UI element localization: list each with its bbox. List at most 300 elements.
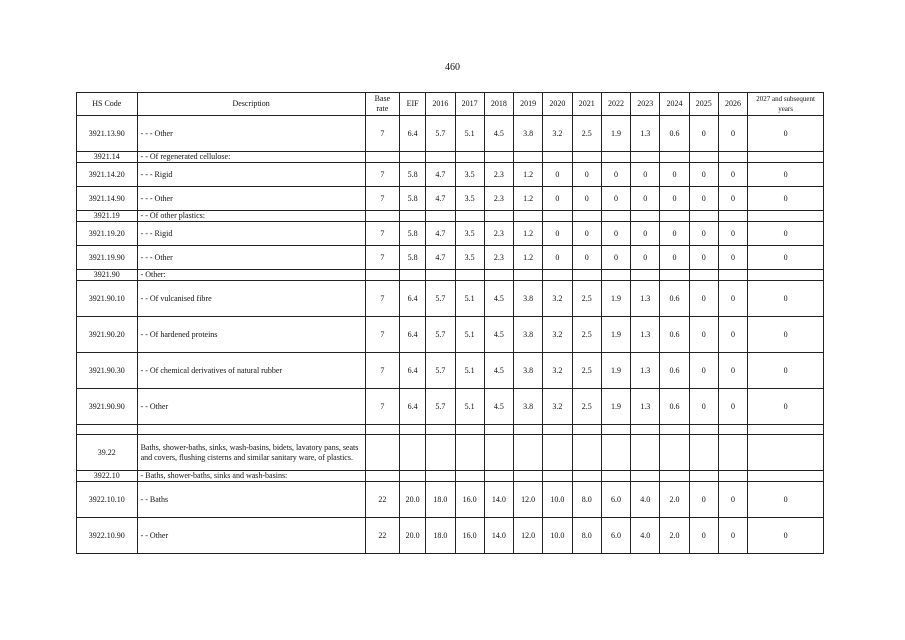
rate-cell [748,435,824,471]
rate-cell: 0 [748,222,824,246]
rate-cell: 0 [572,222,601,246]
rate-cell [455,270,484,281]
rate-cell: 3.2 [543,281,572,317]
rate-cell: 0 [718,163,747,187]
rate-cell: 7 [365,116,399,152]
rate-cell: 4.7 [426,246,455,270]
rate-cell: 0.6 [660,317,689,353]
rate-cell: 3.2 [543,116,572,152]
rate-cell: 1.2 [514,246,543,270]
rate-cell: 5.1 [455,389,484,425]
rate-cell: 7 [365,246,399,270]
rate-cell [572,435,601,471]
rate-cell: 8.0 [572,482,601,518]
rate-cell: 4.5 [484,281,513,317]
rate-cell [543,425,572,435]
rate-cell [426,152,455,163]
rate-cell: 0 [718,518,747,554]
rate-cell: 2.3 [484,163,513,187]
rate-cell: 0 [718,389,747,425]
rate-cell: 0 [689,281,718,317]
rate-cell: 0.6 [660,353,689,389]
rate-cell: 0 [660,187,689,211]
rate-cell: 4.7 [426,222,455,246]
rate-cell: 1.9 [601,281,630,317]
rate-cell: 0 [748,116,824,152]
hs-code-cell [77,425,138,435]
rate-cell: 3.8 [514,317,543,353]
column-header: Base rate [365,93,399,116]
rate-cell: 0 [689,389,718,425]
column-header: 2021 [572,93,601,116]
rate-cell [543,435,572,471]
description-cell: - - - Other [137,116,365,152]
rate-cell: 6.4 [400,116,426,152]
hs-code-cell: 3921.90 [77,270,138,281]
rate-cell [689,435,718,471]
rate-cell [689,152,718,163]
rate-cell [426,270,455,281]
rate-cell: 1.2 [514,222,543,246]
rate-cell: 3.2 [543,317,572,353]
page-number: 460 [445,62,460,73]
rate-cell: 1.9 [601,353,630,389]
table-row [77,353,824,389]
rate-cell: 8.0 [572,518,601,554]
description-cell: - - - Rigid [137,163,365,187]
rate-cell: 5.8 [400,246,426,270]
rate-cell [400,435,426,471]
rate-cell: 0 [718,317,747,353]
rate-cell [748,152,824,163]
rate-cell [660,435,689,471]
rate-cell: 5.7 [426,317,455,353]
description-cell: - - Baths [137,482,365,518]
rate-cell: 16.0 [455,482,484,518]
column-header: 2022 [601,93,630,116]
column-header: HS Code [77,93,138,116]
rate-cell: 2.3 [484,222,513,246]
rate-cell: 0 [748,518,824,554]
rate-cell: 0 [718,246,747,270]
rate-cell [748,425,824,435]
rate-cell: 4.0 [631,482,660,518]
rate-cell [365,471,399,482]
rate-cell: 0 [689,222,718,246]
rate-cell: 0 [718,482,747,518]
table-row [77,425,824,435]
rate-cell: 0 [748,353,824,389]
rate-cell: 0 [689,246,718,270]
rate-cell: 14.0 [484,518,513,554]
column-header: 2016 [426,93,455,116]
rate-cell [689,471,718,482]
rate-cell [631,152,660,163]
rate-cell: 5.8 [400,222,426,246]
tariff-table [76,92,824,554]
rate-cell: 1.3 [631,281,660,317]
rate-cell: 0 [660,163,689,187]
rate-cell: 3.8 [514,281,543,317]
rate-cell: 2.0 [660,482,689,518]
hs-code-cell: 3921.90.20 [77,317,138,353]
rate-cell: 3.5 [455,187,484,211]
rate-cell: 0 [748,281,824,317]
rate-cell: 0 [689,116,718,152]
rate-cell [365,211,399,222]
rate-cell: 20.0 [400,482,426,518]
rate-cell [631,471,660,482]
rate-cell: 0 [601,163,630,187]
rate-cell: 10.0 [543,518,572,554]
rate-cell: 5.8 [400,163,426,187]
rate-cell: 0 [572,163,601,187]
rate-cell: 2.5 [572,317,601,353]
rate-cell [455,152,484,163]
rate-cell: 5.1 [455,353,484,389]
rate-cell: 0 [718,353,747,389]
description-cell: - - Of regenerated cellulose: [137,152,365,163]
column-header: 2024 [660,93,689,116]
rate-cell [689,211,718,222]
rate-cell: 10.0 [543,482,572,518]
rate-cell [426,425,455,435]
hs-code-cell: 3921.14.20 [77,163,138,187]
rate-cell: 0 [543,222,572,246]
rate-cell [601,211,630,222]
rate-cell [426,435,455,471]
rate-cell: 5.1 [455,116,484,152]
description-cell: - - Of other plastics: [137,211,365,222]
rate-cell: 2.0 [660,518,689,554]
description-cell: - - Of hardened proteins [137,317,365,353]
rate-cell: 0 [631,187,660,211]
rate-cell [660,211,689,222]
rate-cell: 1.9 [601,317,630,353]
header-row [77,93,824,116]
column-header: EIF [400,93,426,116]
rate-cell: 0 [572,187,601,211]
rate-cell: 1.2 [514,187,543,211]
rate-cell: 7 [365,353,399,389]
table-row [77,246,824,270]
rate-cell: 4.7 [426,163,455,187]
rate-cell [660,471,689,482]
rate-cell: 3.5 [455,222,484,246]
rate-cell [631,211,660,222]
rate-cell: 0 [689,187,718,211]
rate-cell: 0 [718,187,747,211]
table-row [77,317,824,353]
rate-cell [400,152,426,163]
rate-cell [365,435,399,471]
rate-cell [484,425,513,435]
rate-cell [484,435,513,471]
rate-cell [455,471,484,482]
rate-cell [601,152,630,163]
column-header: 2023 [631,93,660,116]
description-cell: - - - Rigid [137,222,365,246]
table-row [77,211,824,222]
rate-cell [400,425,426,435]
rate-cell: 0 [748,482,824,518]
rate-cell [365,152,399,163]
rate-cell: 4.5 [484,116,513,152]
rate-cell: 7 [365,187,399,211]
rate-cell: 18.0 [426,482,455,518]
rate-cell: 5.7 [426,389,455,425]
rate-cell: 3.8 [514,116,543,152]
description-cell: - - - Other [137,246,365,270]
rate-cell [514,211,543,222]
rate-cell: 0 [631,246,660,270]
hs-code-cell: 3921.14 [77,152,138,163]
column-header: 2025 [689,93,718,116]
rate-cell [543,270,572,281]
rate-cell [631,425,660,435]
table-body [77,116,824,554]
rate-cell [631,270,660,281]
table-row [77,435,824,471]
rate-cell: 0 [631,163,660,187]
hs-code-cell: 3921.90.90 [77,389,138,425]
rate-cell [572,270,601,281]
rate-cell [455,425,484,435]
rate-cell [718,471,747,482]
rate-cell [601,270,630,281]
rate-cell: 1.3 [631,389,660,425]
rate-cell [484,270,513,281]
rate-cell [660,152,689,163]
rate-cell [455,211,484,222]
rate-cell [543,471,572,482]
hs-code-cell: 3921.19.90 [77,246,138,270]
column-header: 2027 and subsequent years [748,93,824,116]
table-row [77,163,824,187]
rate-cell: 6.4 [400,353,426,389]
rate-cell: 6.4 [400,317,426,353]
rate-cell: 0 [601,246,630,270]
rate-cell: 5.7 [426,116,455,152]
rate-cell: 2.5 [572,281,601,317]
rate-cell [718,152,747,163]
rate-cell: 12.0 [514,482,543,518]
rate-cell [572,152,601,163]
description-cell: - - Of vulcanised fibre [137,281,365,317]
table-row [77,222,824,246]
rate-cell [484,211,513,222]
rate-cell [660,270,689,281]
rate-cell [689,425,718,435]
rate-cell [572,211,601,222]
rate-cell [514,425,543,435]
rate-cell [426,211,455,222]
rate-cell: 0 [689,518,718,554]
rate-cell: 5.7 [426,281,455,317]
hs-code-cell: 39.22 [77,435,138,471]
rate-cell: 0 [543,163,572,187]
rate-cell [455,435,484,471]
rate-cell [718,211,747,222]
rate-cell: 4.7 [426,187,455,211]
description-cell: - - Other [137,518,365,554]
rate-cell [484,152,513,163]
rate-cell: 5.1 [455,281,484,317]
rate-cell [748,211,824,222]
rate-cell [543,211,572,222]
rate-cell: 0 [660,222,689,246]
rate-cell [572,471,601,482]
rate-cell: 7 [365,163,399,187]
rate-cell: 1.9 [601,116,630,152]
rate-cell: 0 [718,222,747,246]
rate-cell: 5.8 [400,187,426,211]
rate-cell: 12.0 [514,518,543,554]
column-header: Description [137,93,365,116]
rate-cell: 0 [543,246,572,270]
column-header: 2026 [718,93,747,116]
rate-cell [514,471,543,482]
rate-cell: 3.8 [514,353,543,389]
description-cell: - Baths, shower-baths, sinks and wash-basins: [137,471,365,482]
rate-cell: 0 [718,116,747,152]
rate-cell [631,435,660,471]
table-row [77,116,824,152]
rate-cell [514,435,543,471]
rate-cell: 0 [689,353,718,389]
hs-code-cell: 3921.19.20 [77,222,138,246]
rate-cell: 0 [748,389,824,425]
rate-cell: 0 [748,187,824,211]
rate-cell: 0 [748,317,824,353]
description-cell: Baths, shower-baths, sinks, wash-basins, bidets, lavatory pans, seats and covers, flushing cisterns and similar sanitary ware, of plastics. [137,435,365,471]
description-cell: - - - Other [137,187,365,211]
rate-cell: 5.7 [426,353,455,389]
rate-cell: 0 [572,246,601,270]
rate-cell: 3.2 [543,353,572,389]
rate-cell: 2.5 [572,389,601,425]
hs-code-cell: 3921.90.30 [77,353,138,389]
rate-cell: 4.0 [631,518,660,554]
description-cell: - - Other [137,389,365,425]
rate-cell: 22 [365,482,399,518]
hs-code-cell: 3922.10.90 [77,518,138,554]
rate-cell [660,425,689,435]
rate-cell [718,270,747,281]
table-row [77,471,824,482]
rate-cell [718,435,747,471]
hs-code-cell: 3921.13.90 [77,116,138,152]
rate-cell: 3.5 [455,163,484,187]
rate-cell: 7 [365,317,399,353]
rate-cell [400,211,426,222]
rate-cell: 7 [365,281,399,317]
rate-cell [514,270,543,281]
hs-code-cell: 3921.90.10 [77,281,138,317]
rate-cell: 6.0 [601,482,630,518]
rate-cell: 0.6 [660,389,689,425]
rate-cell: 3.2 [543,389,572,425]
rate-cell [365,425,399,435]
rate-cell: 0 [718,281,747,317]
hs-code-cell: 3921.14.90 [77,187,138,211]
rate-cell: 18.0 [426,518,455,554]
rate-cell: 0.6 [660,281,689,317]
rate-cell [748,471,824,482]
rate-cell: 1.3 [631,317,660,353]
rate-cell: 7 [365,222,399,246]
rate-cell: 7 [365,389,399,425]
rate-cell: 0 [660,246,689,270]
rate-cell [484,471,513,482]
table-row [77,270,824,281]
hs-code-cell: 3922.10.10 [77,482,138,518]
description-cell: - - Of chemical derivatives of natural rubber [137,353,365,389]
rate-cell: 4.5 [484,389,513,425]
rate-cell: 0 [748,246,824,270]
rate-cell: 16.0 [455,518,484,554]
rate-cell: 22 [365,518,399,554]
column-header: 2019 [514,93,543,116]
rate-cell [601,471,630,482]
rate-cell [365,270,399,281]
rate-cell [426,471,455,482]
rate-cell: 2.5 [572,116,601,152]
description-cell: - Other: [137,270,365,281]
rate-cell: 0 [689,317,718,353]
rate-cell [748,270,824,281]
table-row [77,281,824,317]
rate-cell: 4.5 [484,317,513,353]
rate-cell: 2.5 [572,353,601,389]
rate-cell: 1.2 [514,163,543,187]
description-cell [137,425,365,435]
rate-cell: 0 [543,187,572,211]
rate-cell: 6.0 [601,518,630,554]
rate-cell [689,270,718,281]
rate-cell: 2.3 [484,246,513,270]
rate-cell: 5.1 [455,317,484,353]
rate-cell: 1.9 [601,389,630,425]
rate-cell: 0 [601,222,630,246]
rate-cell: 0 [631,222,660,246]
rate-cell: 0 [748,163,824,187]
rate-cell [601,425,630,435]
column-header: 2017 [455,93,484,116]
column-header: 2018 [484,93,513,116]
table-row [77,518,824,554]
rate-cell [400,270,426,281]
rate-cell: 1.3 [631,353,660,389]
hs-code-cell: 3922.10 [77,471,138,482]
column-header: 2020 [543,93,572,116]
rate-cell: 20.0 [400,518,426,554]
rate-cell: 4.5 [484,353,513,389]
rate-cell: 2.3 [484,187,513,211]
rate-cell: 3.8 [514,389,543,425]
rate-cell: 14.0 [484,482,513,518]
table-row [77,187,824,211]
table-row [77,389,824,425]
table-row [77,482,824,518]
rate-cell: 0.6 [660,116,689,152]
rate-cell [543,152,572,163]
rate-cell [400,471,426,482]
rate-cell: 0 [601,187,630,211]
rate-cell: 6.4 [400,389,426,425]
rate-cell [601,435,630,471]
rate-cell: 0 [689,482,718,518]
